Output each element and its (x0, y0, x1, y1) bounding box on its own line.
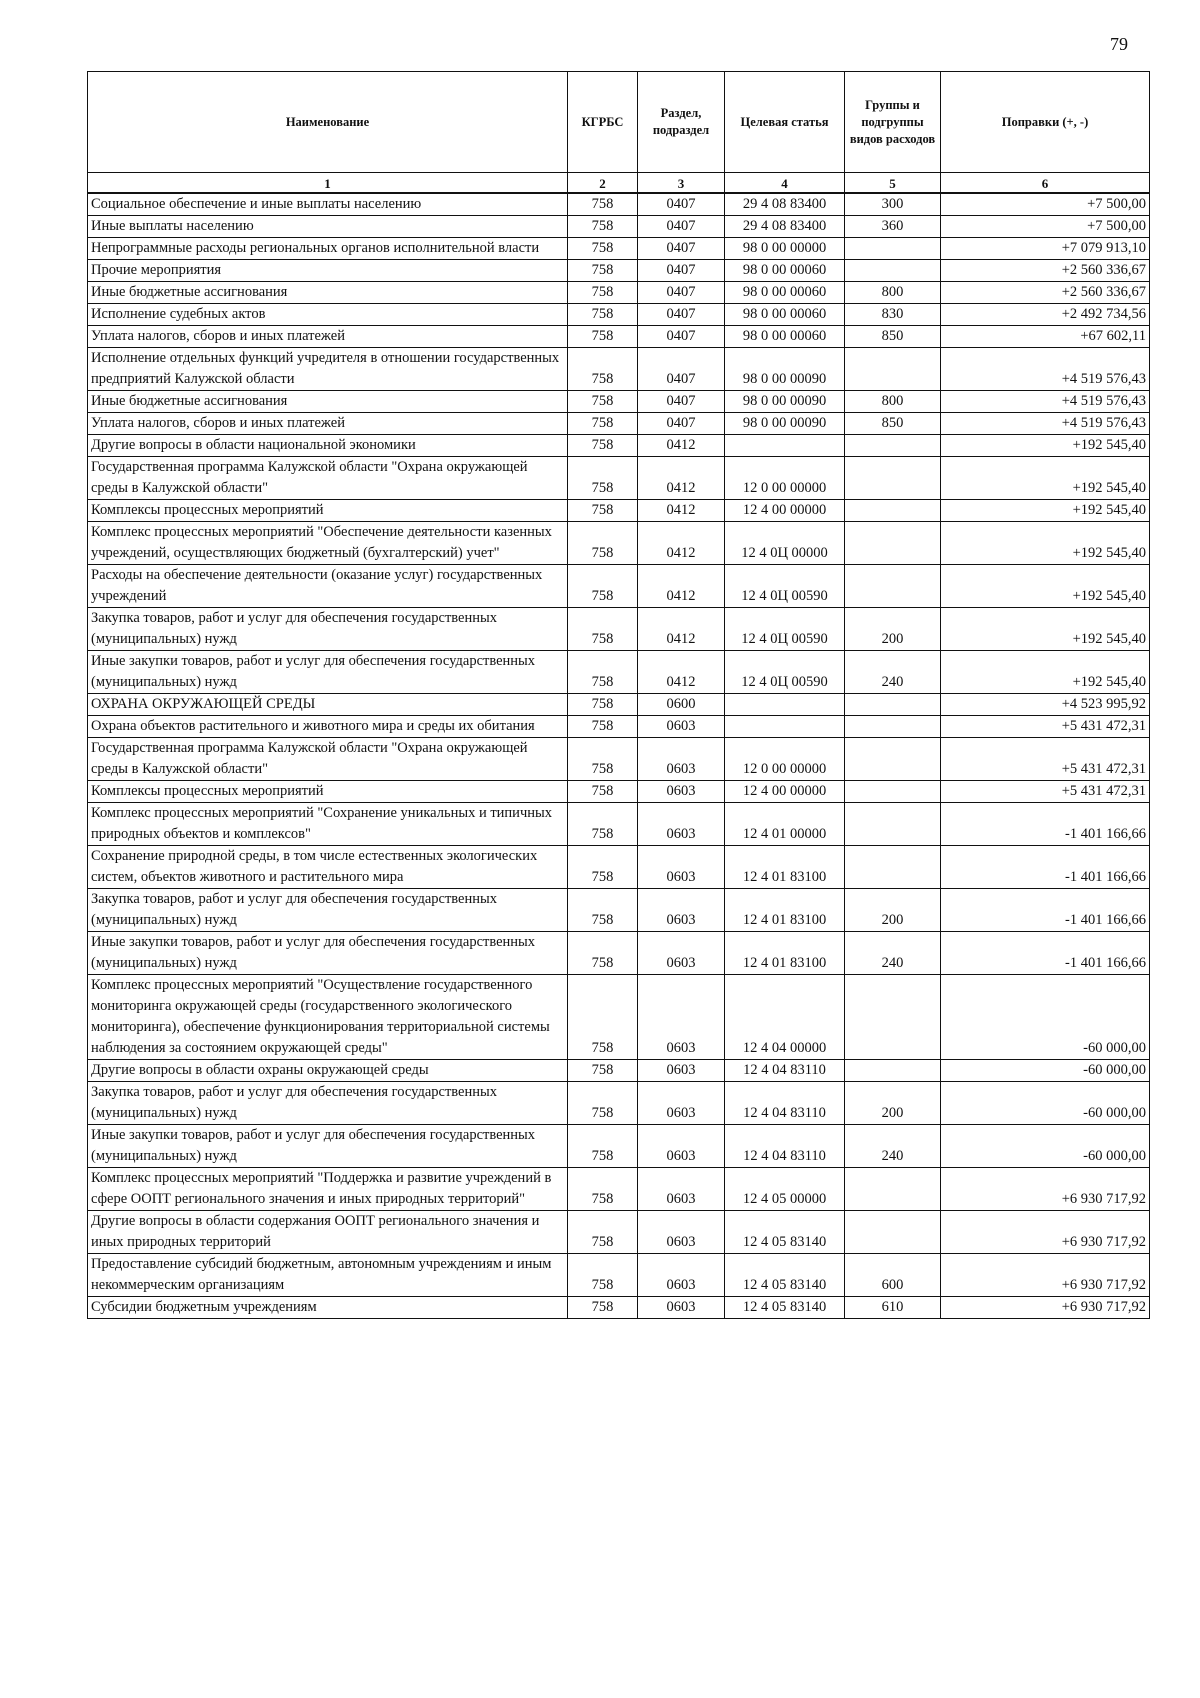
cell-section: 0412 (638, 608, 725, 651)
cell-kgrbs: 758 (568, 282, 638, 304)
cell-target: 12 4 05 83140 (725, 1297, 845, 1319)
table-row (88, 889, 1150, 932)
cell-target: 12 4 01 83100 (725, 889, 845, 932)
cell-name: Иные закупки товаров, работ и услуг для обеспечения государственных (муниципальных) нужд (88, 1125, 568, 1168)
table-row (88, 457, 1150, 500)
cell-group (845, 975, 941, 1060)
cell-section: 0412 (638, 522, 725, 565)
cell-target: 12 4 01 00000 (725, 803, 845, 846)
column-number: 2 (568, 173, 638, 194)
cell-amount: -60 000,00 (941, 1082, 1150, 1125)
cell-section: 0600 (638, 694, 725, 716)
cell-amount: -1 401 166,66 (941, 846, 1150, 889)
cell-section: 0412 (638, 435, 725, 457)
cell-group (845, 348, 941, 391)
table-row (88, 565, 1150, 608)
header-amendments: Поправки (+, -) (941, 72, 1150, 173)
budget-amendments-table (87, 71, 1150, 1319)
cell-section: 0603 (638, 1254, 725, 1297)
table-row (88, 282, 1150, 304)
cell-kgrbs: 758 (568, 889, 638, 932)
cell-kgrbs: 758 (568, 216, 638, 238)
cell-kgrbs: 758 (568, 608, 638, 651)
cell-section: 0603 (638, 781, 725, 803)
cell-group: 610 (845, 1297, 941, 1319)
cell-section: 0603 (638, 932, 725, 975)
cell-kgrbs: 758 (568, 260, 638, 282)
cell-section: 0407 (638, 282, 725, 304)
cell-name: Другие вопросы в области содержания ООПТ регионального значения и иных природных территорий (88, 1211, 568, 1254)
cell-target: 12 4 05 83140 (725, 1211, 845, 1254)
header-kgrbs: КГРБС (568, 72, 638, 173)
cell-target (725, 716, 845, 738)
header-section: Раздел, подраздел (638, 72, 725, 173)
cell-target: 12 4 0Ц 00590 (725, 565, 845, 608)
cell-group: 830 (845, 304, 941, 326)
cell-kgrbs: 758 (568, 1254, 638, 1297)
table-row (88, 260, 1150, 282)
cell-target: 12 4 05 83140 (725, 1254, 845, 1297)
table-row (88, 975, 1150, 1060)
cell-group: 600 (845, 1254, 941, 1297)
cell-name: Другие вопросы в области охраны окружающей среды (88, 1060, 568, 1082)
cell-name: Сохранение природной среды, в том числе естественных экологических систем, объектов животного и растительного мира (88, 846, 568, 889)
cell-section: 0407 (638, 348, 725, 391)
cell-name: Уплата налогов, сборов и иных платежей (88, 413, 568, 435)
table-row (88, 781, 1150, 803)
cell-amount: +67 602,11 (941, 326, 1150, 348)
column-number: 6 (941, 173, 1150, 194)
cell-group (845, 238, 941, 260)
table-row (88, 1125, 1150, 1168)
cell-kgrbs: 758 (568, 932, 638, 975)
cell-kgrbs: 758 (568, 781, 638, 803)
cell-kgrbs: 758 (568, 435, 638, 457)
cell-amount: -60 000,00 (941, 1125, 1150, 1168)
cell-name: Иные выплаты населению (88, 216, 568, 238)
cell-amount: +192 545,40 (941, 651, 1150, 694)
cell-section: 0603 (638, 1168, 725, 1211)
cell-group: 200 (845, 889, 941, 932)
table-row (88, 1082, 1150, 1125)
cell-name: Комплекс процессных мероприятий "Поддержка и развитие учреждений в сфере ООПТ регионального значения и иных природных территорий" (88, 1168, 568, 1211)
cell-name: Непрограммные расходы региональных органов исполнительной власти (88, 238, 568, 260)
cell-amount: +2 492 734,56 (941, 304, 1150, 326)
cell-kgrbs: 758 (568, 694, 638, 716)
cell-group: 800 (845, 391, 941, 413)
table-row (88, 932, 1150, 975)
cell-name: Уплата налогов, сборов и иных платежей (88, 326, 568, 348)
cell-amount: -60 000,00 (941, 975, 1150, 1060)
cell-kgrbs: 758 (568, 803, 638, 846)
cell-section: 0603 (638, 1125, 725, 1168)
cell-group: 240 (845, 932, 941, 975)
cell-amount: -1 401 166,66 (941, 889, 1150, 932)
cell-section: 0603 (638, 1297, 725, 1319)
cell-kgrbs: 758 (568, 500, 638, 522)
cell-group: 240 (845, 1125, 941, 1168)
cell-kgrbs: 758 (568, 457, 638, 500)
cell-target: 12 0 00 00000 (725, 738, 845, 781)
cell-target: 98 0 00 00060 (725, 282, 845, 304)
cell-kgrbs: 758 (568, 413, 638, 435)
column-number: 3 (638, 173, 725, 194)
cell-section: 0603 (638, 1060, 725, 1082)
cell-kgrbs: 758 (568, 738, 638, 781)
cell-section: 0407 (638, 413, 725, 435)
cell-name: Комплекс процессных мероприятий "Осуществление государственного мониторинга окружающей среды (государственного экологического мониторинга), обеспечение функционирования территориальной системы наблюдения за состоянием окружающей среды" (88, 975, 568, 1060)
cell-section: 0407 (638, 193, 725, 216)
cell-group (845, 738, 941, 781)
table-row (88, 1211, 1150, 1254)
header-groups: Группы и подгруппы видов расходов (845, 72, 941, 173)
cell-target: 12 4 04 83110 (725, 1082, 845, 1125)
cell-amount: +4 523 995,92 (941, 694, 1150, 716)
cell-target (725, 694, 845, 716)
cell-section: 0407 (638, 260, 725, 282)
cell-target: 98 0 00 00090 (725, 391, 845, 413)
cell-name: Иные бюджетные ассигнования (88, 391, 568, 413)
cell-section: 0407 (638, 391, 725, 413)
cell-target: 12 4 01 83100 (725, 846, 845, 889)
cell-amount: +4 519 576,43 (941, 391, 1150, 413)
cell-amount: +192 545,40 (941, 435, 1150, 457)
cell-target: 98 0 00 00060 (725, 326, 845, 348)
cell-group: 300 (845, 193, 941, 216)
cell-section: 0603 (638, 889, 725, 932)
table-row (88, 500, 1150, 522)
cell-name: Закупка товаров, работ и услуг для обеспечения государственных (муниципальных) нужд (88, 1082, 568, 1125)
cell-kgrbs: 758 (568, 1211, 638, 1254)
table-row (88, 694, 1150, 716)
table-row (88, 238, 1150, 260)
table-row (88, 1254, 1150, 1297)
table-row (88, 803, 1150, 846)
cell-kgrbs: 758 (568, 522, 638, 565)
cell-amount: +192 545,40 (941, 500, 1150, 522)
cell-section: 0603 (638, 1082, 725, 1125)
cell-section: 0412 (638, 457, 725, 500)
cell-kgrbs: 758 (568, 1060, 638, 1082)
cell-group (845, 1168, 941, 1211)
cell-amount: +2 560 336,67 (941, 282, 1150, 304)
header-target: Целевая статья (725, 72, 845, 173)
column-number: 5 (845, 173, 941, 194)
cell-amount: -1 401 166,66 (941, 932, 1150, 975)
table-row (88, 348, 1150, 391)
cell-target: 12 4 00 00000 (725, 781, 845, 803)
cell-name: Расходы на обеспечение деятельности (оказание услуг) государственных учреждений (88, 565, 568, 608)
cell-amount: +4 519 576,43 (941, 413, 1150, 435)
cell-name: Иные бюджетные ассигнования (88, 282, 568, 304)
cell-amount: +7 079 913,10 (941, 238, 1150, 260)
cell-group: 240 (845, 651, 941, 694)
header-name: Наименование (88, 72, 568, 173)
cell-kgrbs: 758 (568, 1082, 638, 1125)
cell-group (845, 1060, 941, 1082)
cell-section: 0603 (638, 716, 725, 738)
cell-kgrbs: 758 (568, 348, 638, 391)
cell-name: Государственная программа Калужской области "Охрана окружающей среды в Калужской области" (88, 738, 568, 781)
cell-target (725, 435, 845, 457)
cell-name: Комплекс процессных мероприятий "Обеспечение деятельности казенных учреждений, осуществляющих бюджетный (бухгалтерский) учет" (88, 522, 568, 565)
table-row (88, 651, 1150, 694)
table-row (88, 413, 1150, 435)
cell-section: 0603 (638, 846, 725, 889)
cell-section: 0412 (638, 565, 725, 608)
cell-name: Иные закупки товаров, работ и услуг для обеспечения государственных (муниципальных) нужд (88, 651, 568, 694)
cell-group (845, 522, 941, 565)
cell-amount: +192 545,40 (941, 565, 1150, 608)
cell-amount: +4 519 576,43 (941, 348, 1150, 391)
page-number: 79 (1110, 34, 1128, 54)
cell-group (845, 500, 941, 522)
cell-section: 0407 (638, 238, 725, 260)
cell-amount: -1 401 166,66 (941, 803, 1150, 846)
cell-kgrbs: 758 (568, 565, 638, 608)
cell-section: 0412 (638, 500, 725, 522)
cell-target: 12 4 0Ц 00000 (725, 522, 845, 565)
cell-section: 0603 (638, 803, 725, 846)
cell-section: 0412 (638, 651, 725, 694)
cell-group: 850 (845, 413, 941, 435)
cell-amount: +6 930 717,92 (941, 1168, 1150, 1211)
cell-amount: +5 431 472,31 (941, 738, 1150, 781)
cell-kgrbs: 758 (568, 1297, 638, 1319)
cell-target: 12 0 00 00000 (725, 457, 845, 500)
cell-name: Охрана объектов растительного и животного мира и среды их обитания (88, 716, 568, 738)
cell-target: 29 4 08 83400 (725, 193, 845, 216)
cell-target: 12 4 04 83110 (725, 1060, 845, 1082)
cell-section: 0603 (638, 975, 725, 1060)
cell-name: Исполнение отдельных функций учредителя в отношении государственных предприятий Калужской области (88, 348, 568, 391)
cell-amount: +5 431 472,31 (941, 781, 1150, 803)
cell-name: Субсидии бюджетным учреждениям (88, 1297, 568, 1319)
cell-target: 12 4 01 83100 (725, 932, 845, 975)
cell-amount: -60 000,00 (941, 1060, 1150, 1082)
cell-amount: +2 560 336,67 (941, 260, 1150, 282)
cell-group (845, 457, 941, 500)
table-row (88, 716, 1150, 738)
column-number: 1 (88, 173, 568, 194)
cell-kgrbs: 758 (568, 651, 638, 694)
cell-group (845, 260, 941, 282)
cell-group (845, 435, 941, 457)
cell-group: 360 (845, 216, 941, 238)
cell-amount: +6 930 717,92 (941, 1297, 1150, 1319)
table-row (88, 846, 1150, 889)
table-row (88, 193, 1150, 216)
cell-target: 12 4 04 83110 (725, 1125, 845, 1168)
cell-kgrbs: 758 (568, 975, 638, 1060)
cell-amount: +7 500,00 (941, 216, 1150, 238)
table-row (88, 1168, 1150, 1211)
cell-name: Прочие мероприятия (88, 260, 568, 282)
cell-kgrbs: 758 (568, 304, 638, 326)
cell-amount: +6 930 717,92 (941, 1254, 1150, 1297)
cell-section: 0407 (638, 216, 725, 238)
cell-kgrbs: 758 (568, 193, 638, 216)
table-row (88, 216, 1150, 238)
table-body (88, 173, 1150, 1319)
cell-target: 98 0 00 00090 (725, 413, 845, 435)
cell-target: 29 4 08 83400 (725, 216, 845, 238)
table-row (88, 608, 1150, 651)
cell-name: Комплекс процессных мероприятий "Сохранение уникальных и типичных природных объектов и комплексов" (88, 803, 568, 846)
cell-group (845, 694, 941, 716)
cell-kgrbs: 758 (568, 716, 638, 738)
table-row (88, 1297, 1150, 1319)
cell-section: 0603 (638, 738, 725, 781)
cell-kgrbs: 758 (568, 326, 638, 348)
cell-group (845, 716, 941, 738)
cell-name: Закупка товаров, работ и услуг для обеспечения государственных (муниципальных) нужд (88, 608, 568, 651)
cell-target: 12 4 0Ц 00590 (725, 651, 845, 694)
cell-kgrbs: 758 (568, 1125, 638, 1168)
cell-group (845, 846, 941, 889)
cell-amount: +6 930 717,92 (941, 1211, 1150, 1254)
table-row (88, 326, 1150, 348)
cell-target: 98 0 00 00060 (725, 260, 845, 282)
cell-kgrbs: 758 (568, 391, 638, 413)
table-row (88, 435, 1150, 457)
cell-group (845, 565, 941, 608)
cell-kgrbs: 758 (568, 238, 638, 260)
cell-name: Комплексы процессных мероприятий (88, 781, 568, 803)
cell-amount: +192 545,40 (941, 608, 1150, 651)
cell-amount: +7 500,00 (941, 193, 1150, 216)
cell-group: 200 (845, 1082, 941, 1125)
column-number: 4 (725, 173, 845, 194)
cell-name: Исполнение судебных актов (88, 304, 568, 326)
column-number-row (88, 173, 1150, 194)
cell-amount: +192 545,40 (941, 522, 1150, 565)
cell-name: Государственная программа Калужской области "Охрана окружающей среды в Калужской области" (88, 457, 568, 500)
cell-name: Другие вопросы в области национальной экономики (88, 435, 568, 457)
cell-section: 0603 (638, 1211, 725, 1254)
cell-group: 800 (845, 282, 941, 304)
cell-name: Социальное обеспечение и иные выплаты населению (88, 193, 568, 216)
cell-target: 98 0 00 00000 (725, 238, 845, 260)
table-row (88, 391, 1150, 413)
table-row (88, 738, 1150, 781)
cell-section: 0407 (638, 304, 725, 326)
cell-kgrbs: 758 (568, 846, 638, 889)
cell-group (845, 1211, 941, 1254)
cell-amount: +192 545,40 (941, 457, 1150, 500)
table-row (88, 522, 1150, 565)
cell-target: 12 4 00 00000 (725, 500, 845, 522)
cell-group (845, 803, 941, 846)
cell-target: 98 0 00 00090 (725, 348, 845, 391)
cell-target: 12 4 0Ц 00590 (725, 608, 845, 651)
cell-group: 850 (845, 326, 941, 348)
table-row (88, 304, 1150, 326)
cell-name: Иные закупки товаров, работ и услуг для обеспечения государственных (муниципальных) нужд (88, 932, 568, 975)
cell-amount: +5 431 472,31 (941, 716, 1150, 738)
cell-group: 200 (845, 608, 941, 651)
cell-target: 98 0 00 00060 (725, 304, 845, 326)
cell-target: 12 4 05 00000 (725, 1168, 845, 1211)
cell-name: Закупка товаров, работ и услуг для обеспечения государственных (муниципальных) нужд (88, 889, 568, 932)
cell-name: Предоставление субсидий бюджетным, автономным учреждениям и иным некоммерческим организациям (88, 1254, 568, 1297)
table-row (88, 1060, 1150, 1082)
cell-name: ОХРАНА ОКРУЖАЮЩЕЙ СРЕДЫ (88, 694, 568, 716)
cell-kgrbs: 758 (568, 1168, 638, 1211)
cell-target: 12 4 04 00000 (725, 975, 845, 1060)
cell-section: 0407 (638, 326, 725, 348)
cell-group (845, 781, 941, 803)
cell-name: Комплексы процессных мероприятий (88, 500, 568, 522)
